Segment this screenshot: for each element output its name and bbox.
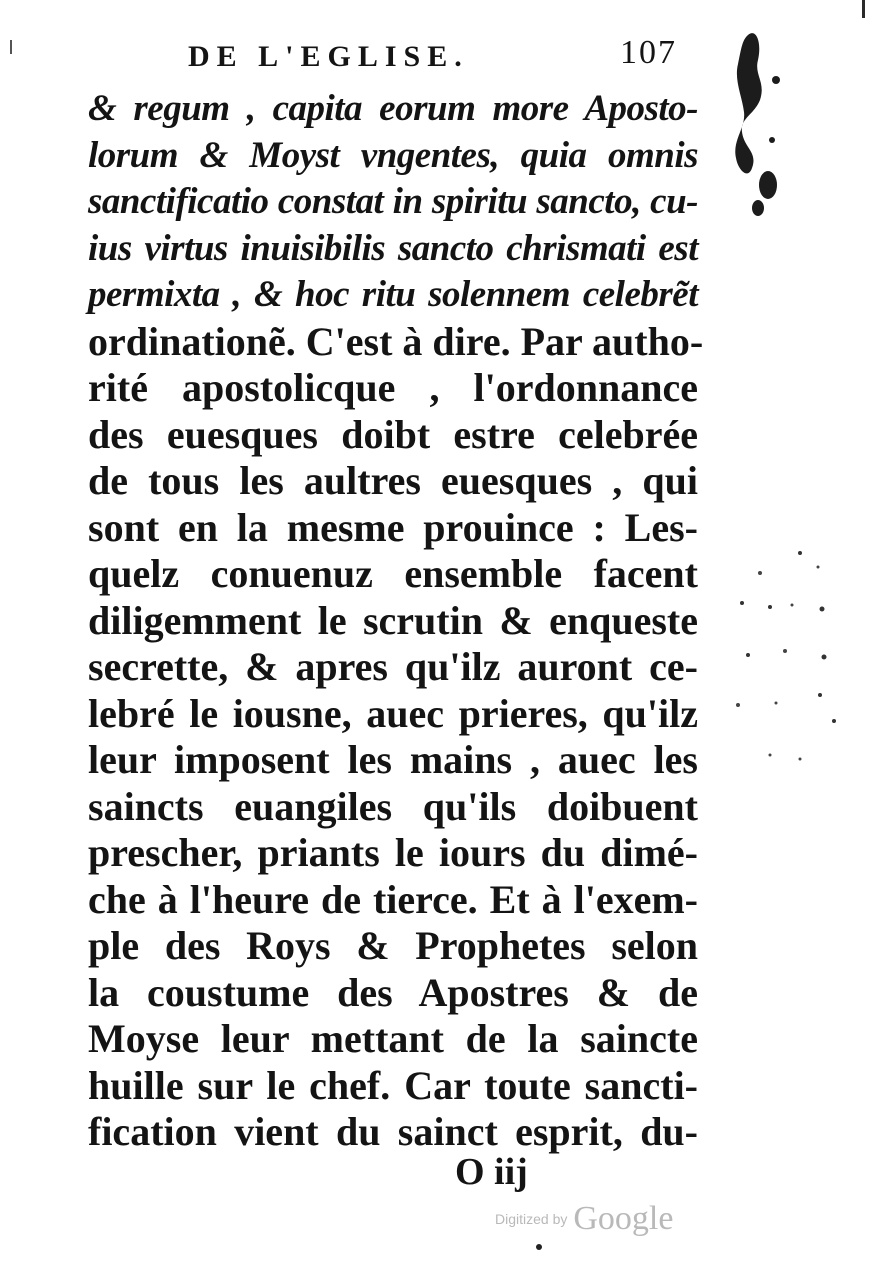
text-line: & regum , capita eorum more Aposto- [88, 88, 698, 129]
body-text [88, 86, 704, 1156]
text-line: prescher, priants le iours du dimé- [88, 830, 698, 875]
running-head [188, 34, 688, 84]
page-edge-right [862, 0, 865, 18]
text-line: sanctificatio constat in spiritu sancto, cu- [88, 181, 698, 222]
text-line: lebré le iousne, auec prieres, qu'ilz [88, 690, 698, 736]
text-line: la coustume des Apostres & de [88, 969, 698, 1015]
bottom-dot-icon [534, 1242, 544, 1252]
text-line: rité apostolicque , l'ordonnance [88, 365, 698, 410]
text-line: ius virtus inuisibilis sancto chrismati est [88, 227, 698, 269]
text-line: diligemment le scrutin & enqueste [88, 597, 698, 643]
text-line: secrette, & apres qu'ilz auront ce- [88, 644, 698, 689]
signature-mark: O iij [455, 1151, 528, 1193]
text-line: permixta , & hoc ritu solennem celebrẽt [88, 274, 698, 315]
text-line: leur imposent les mains , auec les [88, 737, 698, 782]
text-line: sont en la mesme prouince : Les- [88, 504, 698, 550]
watermark-brand: Google [573, 1200, 674, 1237]
text-line: che à l'heure de tierce. Et à l'exem- [88, 876, 698, 922]
page-number: 107 [620, 34, 677, 71]
text-line: Moyse leur mettant de la saincte [88, 1016, 698, 1061]
running-head-title: DE L'EGLISE. [188, 40, 469, 73]
text-line: des euesques doibt estre celebrée [88, 411, 698, 457]
text-line: fication vient du sainct esprit, du- [88, 1109, 698, 1154]
text-line: ordinationẽ. C'est à dire. Par autho- [88, 318, 704, 364]
text-line: quelz conuenuz ensemble facent [88, 551, 698, 596]
margin-specks-icon [730, 545, 840, 775]
ink-blot-icon [728, 20, 788, 230]
text-line: de tous les aultres euesques , qui [88, 458, 698, 503]
text-line: saincts euangiles qu'ils doibuent [88, 783, 698, 829]
text-line: ple des Roys & Prophetes selon [88, 923, 698, 968]
text-line: huille sur le chef. Car toute sancti- [88, 1062, 698, 1108]
page-edge-left [10, 40, 12, 54]
watermark-prefix: Digitized by [495, 1211, 568, 1227]
text-line: lorum & Moyst vngentes, quia omnis [88, 134, 698, 176]
digitization-watermark [495, 1200, 673, 1238]
